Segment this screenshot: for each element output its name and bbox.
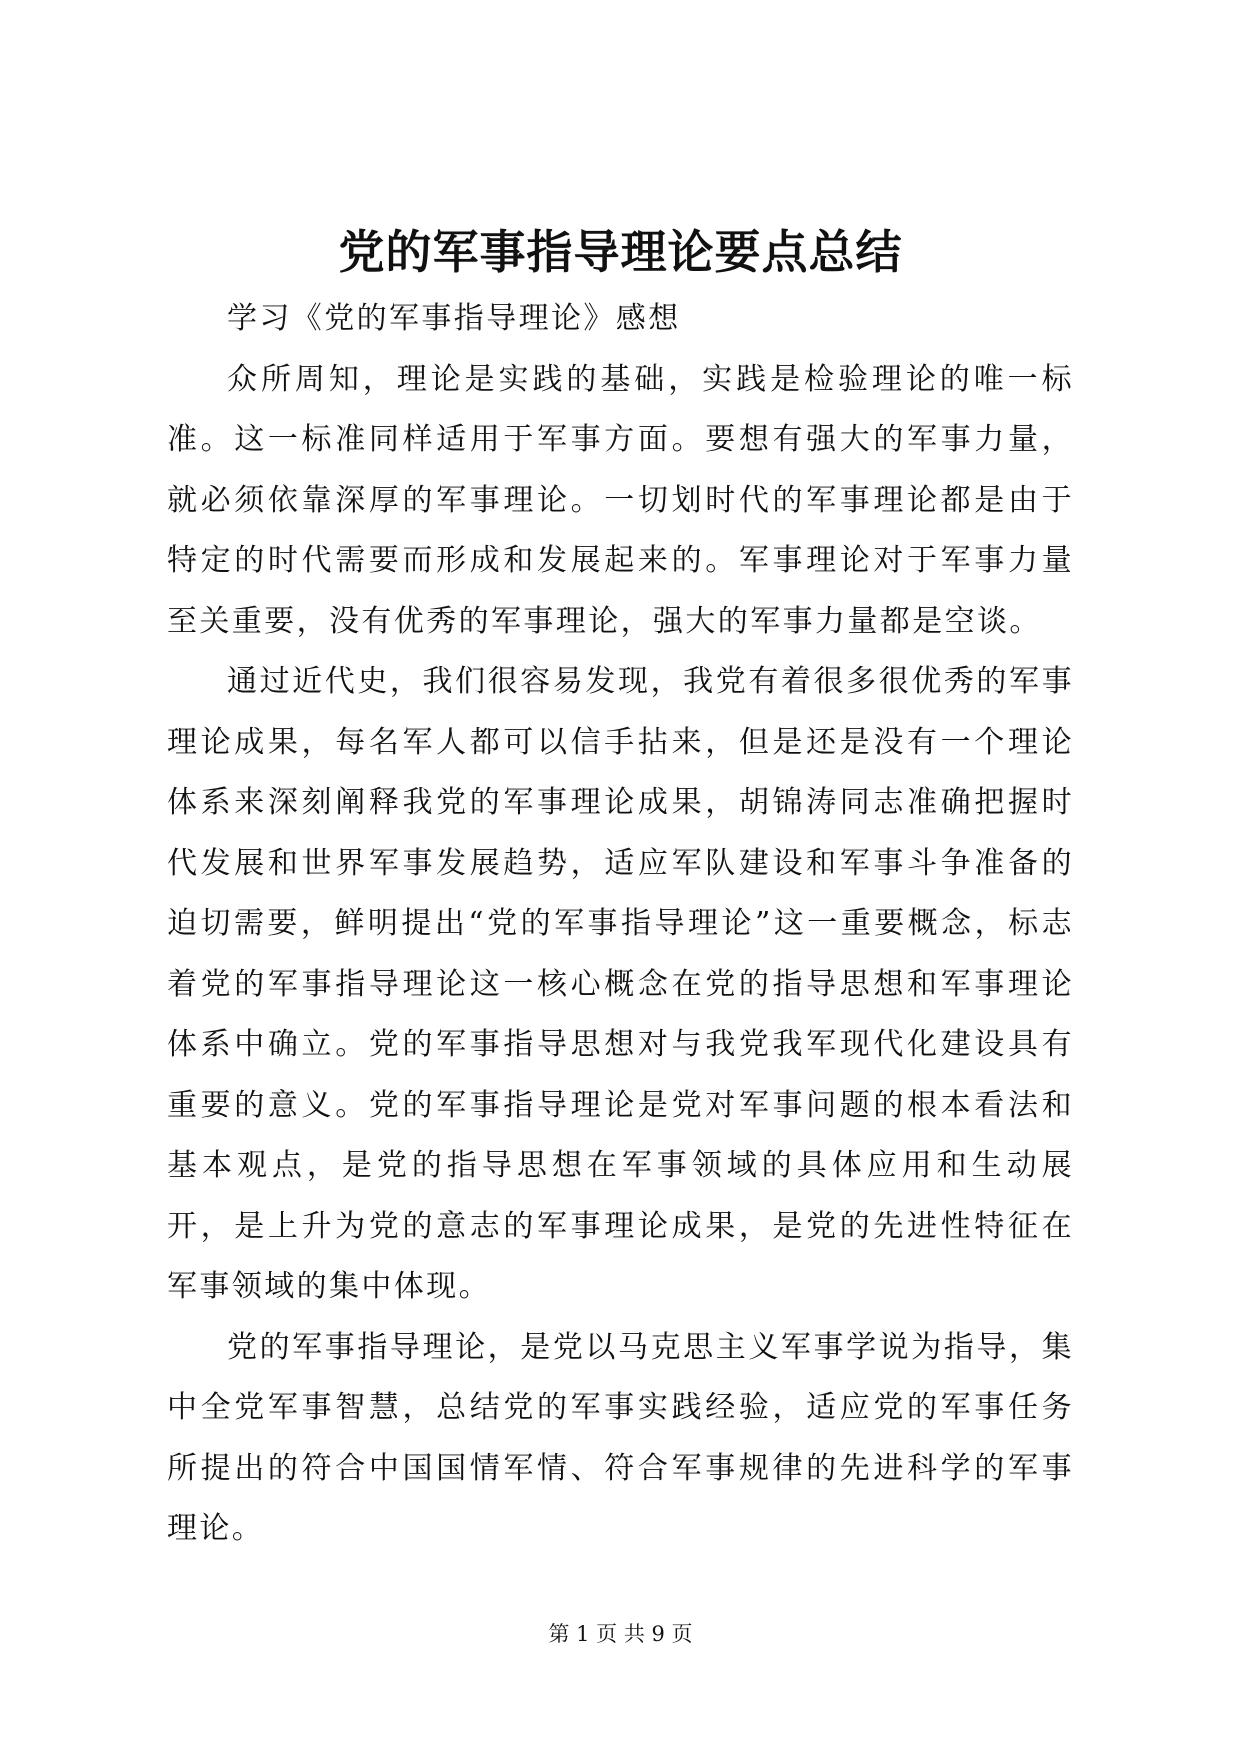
paragraph-3: 党的军事指导理论，是党以马克思主义军事学说为指导，集中全党军事智慧，总结党的军事实践经验，适应党的军事任务所提出的符合中国国情军情、符合军事规律的先进科学的军事理论。 [167, 1329, 1074, 1546]
document-title: 党的军事指导理论要点总结 [338, 225, 903, 279]
paragraph-2: 通过近代史，我们很容易发现，我党有着很多很优秀的军事理论成果，每名军人都可以信手拈来，但是还是没有一个理论体系来深刻阐释我党的军事理论成果，胡锦涛同志准确把握时代发展和世界军事发展趋势，适应军队建设和军事斗争准备的迫切需要，鲜明提出“党的军事指导理论”这一重要概念，标志着党的军事指导理论这一核心概念在党的指导思想和军事理论体系中确立。党的军事指导思想对与我党我军现代化建设具有重要的意义。党的军事指导理论是党对军事问题的根本看法和基本观点，是党的指导思想在军事领域的具体应用和生动展开，是上升为党的意志的军事理论成果，是党的先进性特征在军事领域的集中体现。 [167, 664, 1074, 1304]
paragraph-subtitle: 学习《党的军事指导理论》感想 [227, 301, 681, 336]
paragraph-1: 众所周知，理论是实践的基础，实践是检验理论的唯一标准。这一标准同样适用于军事方面。要想有强大的军事力量，就必须依靠深厚的军事理论。一切划时代的军事理论都是由于特定的时代需要而形成和发展起来的。军事理论对于军事力量至关重要，没有优秀的军事理论，强大的军事力量都是空谈。 [167, 361, 1074, 639]
document-body [167, 289, 1074, 1560]
page-number-footer: 第 1 页 共 9 页 [548, 1622, 693, 1646]
